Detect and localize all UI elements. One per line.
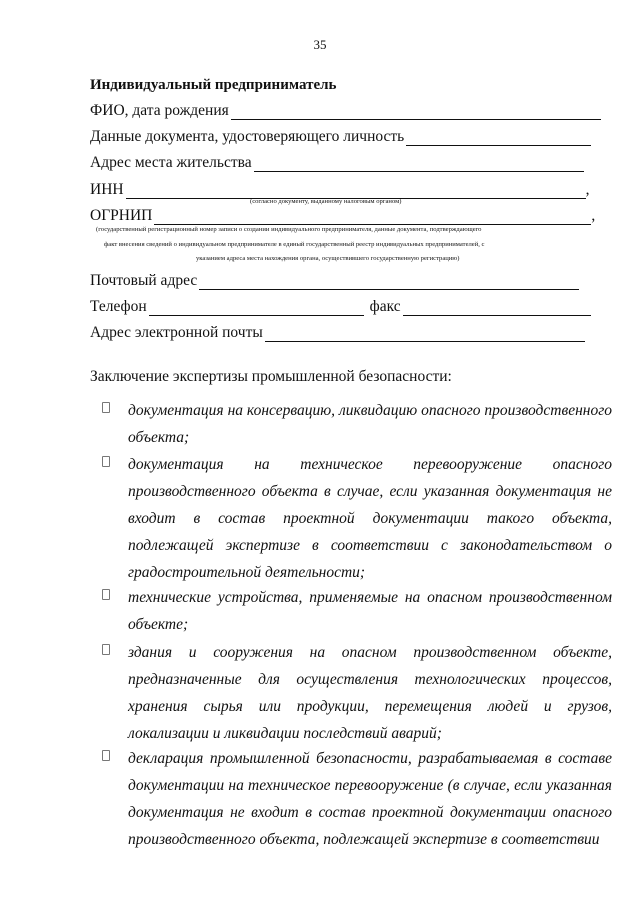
- address-field: [90, 152, 584, 172]
- address-label: Адрес места жительства: [90, 154, 252, 171]
- list-item-text: декларация промышленной безопасности, разрабатываемая в составе документации на техническое перевооружение (в случае, если указанная документация не входит в состав проектной документации опасного производственного объекта, подлежащей экспертизе в соответствии: [128, 750, 612, 848]
- section-title: Индивидуальный предприниматель: [90, 77, 337, 93]
- list-item-text: документация на техническое перевооружение опасного производственного объекта в случае, если указанная документация не входит в состав проектной документации такого объекта, подлежащей экспертизе в соответствии с законодательством о градостроительной деятельности;: [128, 456, 612, 581]
- document-field: [90, 126, 591, 146]
- ogrnip-note-line-2: факт внесения сведений о индивидуальном предпринимателе в единый государственный реестр индивидуальных предпринимателей, с: [104, 241, 485, 248]
- document-input-line[interactable]: [406, 130, 591, 146]
- document-label: Данные документа, удостоверяющего личность: [90, 128, 405, 145]
- ogrnip-input-line[interactable]: [154, 209, 591, 225]
- ogrnip-note-line-3: указанием адреса места нахождения органа, осуществившего государственную регистрацию): [196, 255, 460, 262]
- fax-input-line[interactable]: [403, 300, 591, 316]
- inn-label: ИНН: [90, 181, 124, 198]
- phone-fax-field: [90, 296, 591, 316]
- fio-field: [90, 100, 601, 120]
- phone-input-line[interactable]: [149, 300, 364, 316]
- checkbox-icon[interactable]: [102, 456, 110, 467]
- email-input-line[interactable]: [265, 326, 585, 342]
- address-input-line[interactable]: [254, 156, 584, 172]
- ogrnip-field: [90, 205, 595, 225]
- checkbox-icon[interactable]: [102, 402, 110, 413]
- inn-comma: ,: [585, 181, 590, 198]
- checkbox-icon[interactable]: [102, 750, 110, 761]
- list-item-text: технические устройства, применяемые на опасном производственном объекте;: [128, 589, 612, 633]
- checkbox-icon[interactable]: [102, 644, 110, 655]
- email-label: Адрес электронной почты: [90, 324, 263, 341]
- phone-label: Телефон: [90, 298, 147, 315]
- postal-field: [90, 270, 579, 290]
- fio-label: ФИО, дата рождения: [90, 102, 229, 119]
- ogrnip-comma: ,: [591, 207, 596, 224]
- list-item: [112, 639, 612, 747]
- list-item: [112, 745, 612, 853]
- list-item-text: документация на консервацию, ликвидацию опасного производственного объекта;: [128, 402, 612, 446]
- list-item: [112, 451, 612, 586]
- postal-label: Почтовый адрес: [90, 272, 198, 289]
- ogrnip-note-line-1: (государственный регистрационный номер записи о создании индивидуального предпринимателя, данные документа, подтверждающего: [96, 226, 482, 233]
- page-number: 35: [313, 37, 327, 52]
- expertise-intro: Заключение экспертизы промышленной безопасности:: [90, 368, 452, 385]
- ogrnip-label: ОГРНИП: [90, 207, 153, 224]
- email-field: [90, 322, 585, 342]
- inn-note: (согласно документу, выданному налоговым органом): [250, 198, 402, 205]
- checkbox-icon[interactable]: [102, 589, 110, 600]
- postal-input-line[interactable]: [199, 274, 579, 290]
- list-item: [112, 584, 612, 638]
- list-item: [112, 397, 612, 451]
- inn-input-line[interactable]: [126, 183, 586, 199]
- list-item-text: здания и сооружения на опасном производственном объекте, предназначенные для осуществления технологических процессов, хранения сырья или продукции, перемещения людей и грузов, локализации и ликвидации последствий аварий;: [128, 644, 612, 742]
- inn-field: [90, 179, 589, 199]
- fio-input-line[interactable]: [231, 104, 601, 120]
- fax-label: факс: [369, 298, 401, 315]
